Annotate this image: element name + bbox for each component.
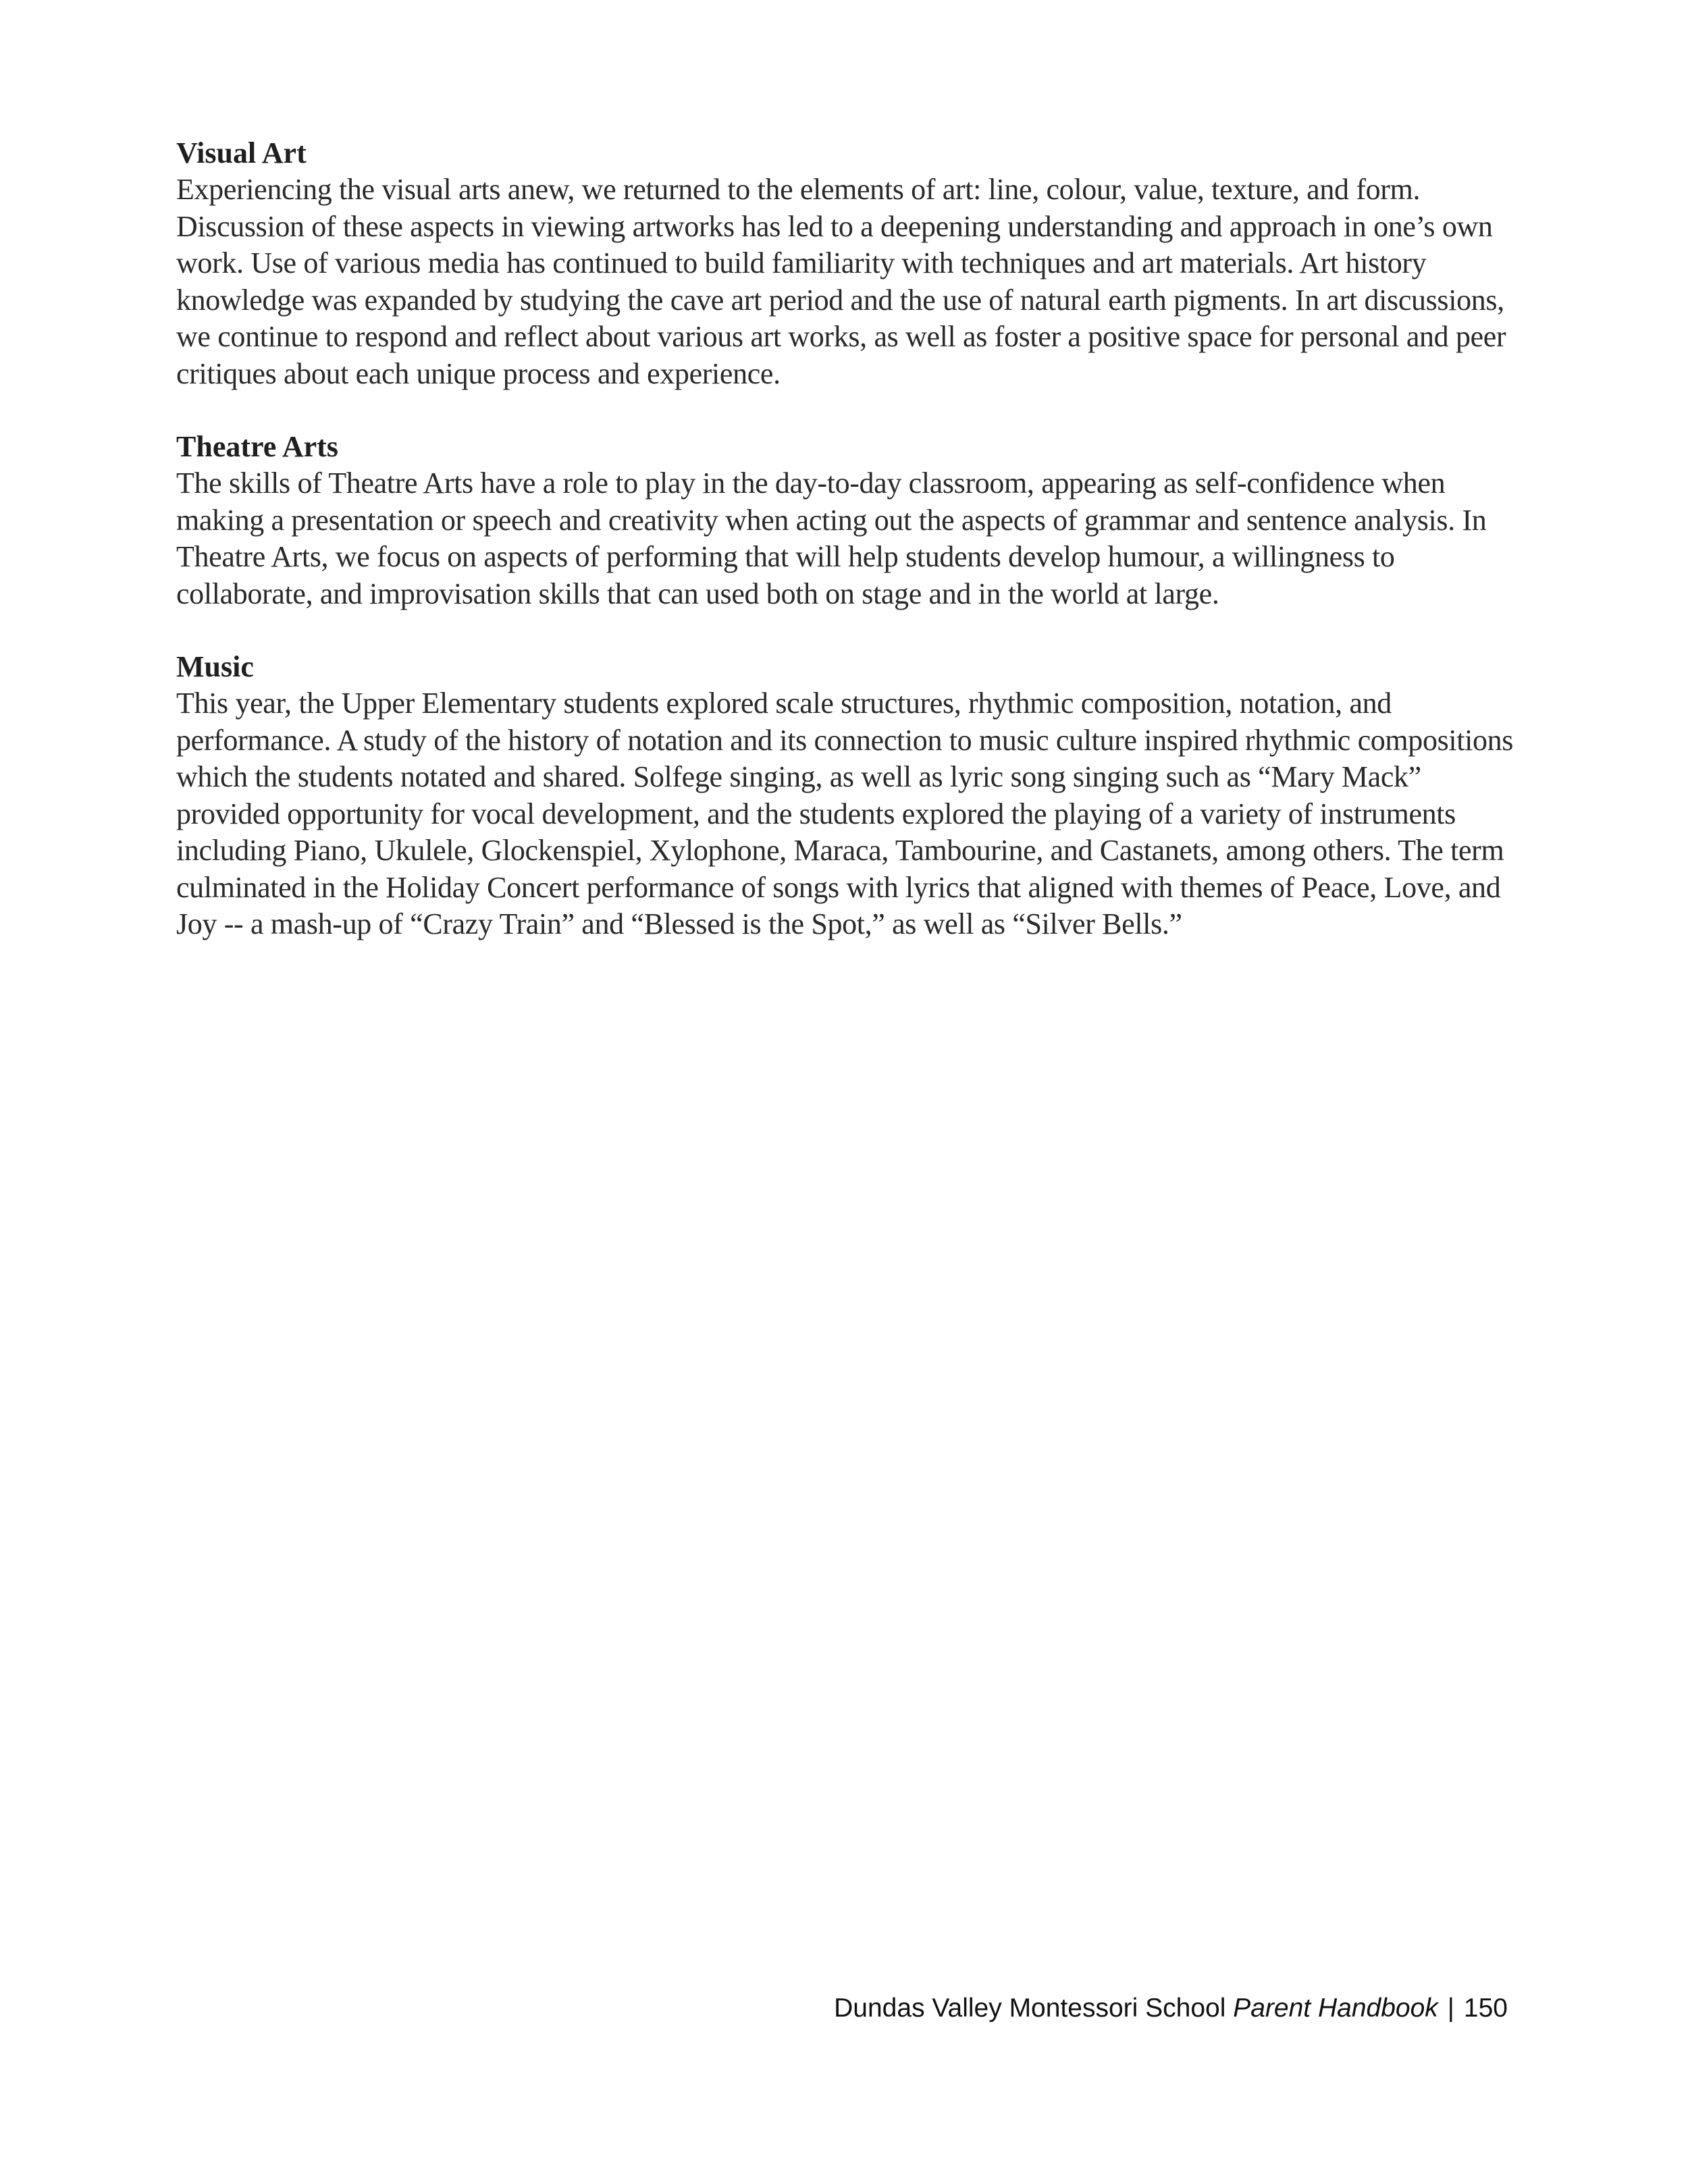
page-content: [176, 135, 1520, 980]
section-heading-music: Music: [176, 650, 254, 683]
page-footer: [834, 1992, 1508, 2025]
section-body-music: This year, the Upper Elementary students explored scale structures, rhythmic composition, notation, and performance. A study of the history of notation and its connection to music culture inspired rhythmic compositions which the students notated and shared. Solfege singing, as well as lyric song singing such as “Mary Mack” provided opportunity for vocal development, and the students explored the playing of a variety of instruments including Piano, Ukulele, Glockenspiel, Xylophone, Maraca, Tambourine, and Castanets, among others. The term culminated in the Holiday Concert performance of songs with lyrics that aligned with themes of Peace, Love, and Joy -- a mash-up of “Crazy Train” and “Blessed is the Spot,” as well as “Silver Bells.”: [176, 687, 1514, 940]
section-visual-art: [176, 135, 1520, 392]
footer-school-name: Dundas Valley Montessori School: [834, 1994, 1226, 2023]
section-music: [176, 649, 1520, 943]
section-heading-visual-art: Visual Art: [176, 136, 307, 169]
section-heading-theatre-arts: Theatre Arts: [176, 430, 338, 463]
footer-publication-title: Parent Handbook: [1233, 1994, 1438, 2023]
section-body-visual-art: Experiencing the visual arts anew, we returned to the elements of art: line, colour, value, texture, and form. Discussion of these aspects in viewing artworks has led to a deepening understanding and approach in one’s own work. Use of various media has continued to build familiarity with techniques and art materials. Art history knowledge was expanded by studying the cave art period and the use of natural earth pigments. In art discussions, we continue to respond and reflect about various art works, as well as foster a positive space for personal and peer critiques about each unique process and experience.: [176, 173, 1506, 390]
footer-separator: |: [1447, 1994, 1454, 2023]
section-theatre-arts: [176, 429, 1520, 612]
page-number: 150: [1463, 1994, 1508, 2023]
section-body-theatre-arts: The skills of Theatre Arts have a role to play in the day-to-day classroom, appearing as self-confidence when making a presentation or speech and creativity when acting out the aspects of grammar and sentence analysis. In Theatre Arts, we focus on aspects of performing that will help students develop humour, a willingness to collaborate, and improvisation skills that can used both on stage and in the world at large.: [176, 467, 1487, 610]
